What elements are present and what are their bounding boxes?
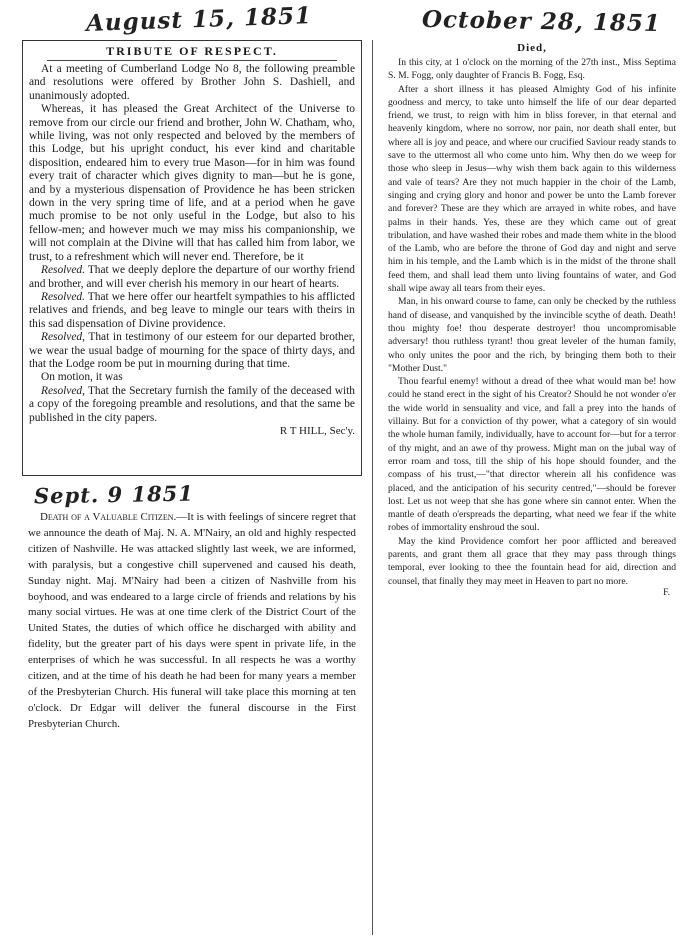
- death-notice-lead: Death of a Valuable Citizen.: [40, 511, 177, 523]
- tribute-resolution-2: [29, 291, 355, 331]
- obituary-paragraph-1: In this city, at 1 o'clock on the morning of the 27th inst., Miss Septima S. M. Fogg, only daughter of Francis B. Fogg, Esq.: [388, 57, 676, 82]
- resolution-text: That we deeply deplore the departure of our worthy friend and brother, and will ever cherish his memory in our heart of hearts.: [29, 264, 355, 290]
- tribute-whereas: Whereas, it has pleased the Great Architect of the Universe to remove from our circle our friend and brother, John W. Chatham, who, while living, was not only respected and beloved by the members of this Lodge, but his upright conduct, his ever kind and charitable disposition, endeared him to every true Mason—for in him was found every trait of character which gives dignity to man—but he is gone, and by a mysterious dispensation of Providence he has been stricken down in the very spring time of life, and at a period when he gave much promise to be not only useful in the Lodge, but also to his fellow-men; and however much we may miss his companionship, we will not complain at the Divine will that has called him from labor, we trust, to a refreshment which will never end. Therefore, be it: [29, 103, 355, 263]
- obituary-clipping: [384, 42, 680, 937]
- handwritten-date-october: October 28, 1851: [421, 5, 662, 38]
- tribute-resolution-1: [29, 264, 355, 291]
- tribute-signature: R T HILL, Sec'y.: [279, 424, 355, 437]
- obituary-paragraph-4: Thou fearful enemy! without a dread of thee what would man be! how could he stand erect in the sight of his Creator? Should he not wonder o'er the wide world in sensuality and vice, and fall a prey into the hands of villainy. But for a conviction of thy power, what a category of sin would the whole human family, individually, have to account for—but for a terror of thy might, and an awe of thy prowess. Might man on the jubal way of error roam and toss, till the ship of his hope should founder, and the compass of his trust,—"that director wherein all his confidence was placed, and the anticipation of his security centred,"—should be forever lost. Let us not weep that she has gone where sin cannot enter. When the mantle of death o'erspreads the departing, what need we fear if the white robes of immortality enshroud the soul.: [388, 376, 676, 534]
- heading-rule: [47, 60, 337, 61]
- tribute-resolution-4: [29, 385, 355, 425]
- tribute-resolution-3: [29, 331, 355, 371]
- column-divider: [372, 40, 373, 935]
- death-notice-clipping: [22, 510, 362, 930]
- obituary-paragraph-5: May the kind Providence comfort her poor afflicted and bereaved parents, and grant them all grace that they may pass through things temporal, ever looking to thee the fountain head for aid, direction and counsel, that finally they may meet in Heaven to part no more.: [388, 535, 676, 587]
- handwritten-date-september: Sept. 9 1851: [33, 480, 195, 509]
- resolution-lead: Resolved,: [41, 331, 85, 344]
- obituary-heading: Died,: [517, 42, 547, 54]
- death-notice-text: [28, 510, 356, 733]
- handwritten-date-august: August 15, 1851: [85, 2, 313, 37]
- tribute-heading: TRIBUTE OF RESPECT.: [106, 44, 278, 58]
- tribute-motion: On motion, it was: [41, 371, 123, 384]
- resolution-lead: Resolved.: [41, 264, 85, 277]
- obituary-paragraph-2: After a short illness it has pleased Almighty God of his infinite goodness and mercy, to take unto himself the life of our dear departed friend, we trust, to reign with him in bliss forever, in that eternal and heavenly kingdom, where no sorrow, nor pain, nor death shall enter, but where all is joy and peace, and where our crucified Saviour ready stands to save to the uttermost all who come unto him. Why then do we weep for those who sleep in Jesus—why wish them back again to this wilderness and vale of tears? Are they not much happier in the choir of the Lamb, singing and crying glory and honor and power be unto the Lamb forever and forever? These are they which are arrayed in white robes, and have palms in their hands. Yes, these are they which came out of great tribulation, and have washed their robes and made them white in the blood of the Lamb, who are before the throne of God day and night and serve him in his temple, and the Lamb which is in the midst of the throne shall feed them, and shall lead them unto living fountains of water, and God shall wipe away all tears from their eyes.: [388, 83, 676, 295]
- resolution-text: That in testimony of our esteem for our departed brother, we wear the usual badge of mourning for the space of thirty days, and that the Lodge room be put in mourning during that time.: [29, 331, 355, 370]
- tribute-intro: At a meeting of Cumberland Lodge No 8, the following preamble and resolutions were offered by Brother John S. Dashiell, and unanimously adopted.: [29, 63, 355, 102]
- resolution-text: That we here offer our heartfelt sympathies to his afflicted relatives and friends, and beg leave to mingle our tears with theirs in this sad dispensation of Divine providence.: [29, 290, 355, 330]
- tribute-clipping: [22, 40, 362, 476]
- resolution-lead: Resolved.: [41, 290, 85, 303]
- resolution-lead: Resolved,: [41, 384, 85, 397]
- obituary-signature: F.: [663, 587, 670, 598]
- death-notice-body: —It is with feelings of sincere regret that we announce the death of Maj. N. A. M'Nairy, an old and highly respected citizen of Nashville. He was attacked slightly last week, we are informed, with paralysis, but a congestive chill supervened and caused his death, Sunday night. Maj. M'Nairy had been a citizen of Nashville from his boyhood, and was endeared to a large circle of friends and relations by his many social virtues. He was at one time clerk of the District Court of the United States, the duties of which office he discharged with ability and fidelity, but the greater part of his days were spent in private life, in the enterprises of which he was successful. In all respects he was a worthy citizen, and at the time of his death he had been for many years a member of the Presbyterian Church. His funeral will take place this morning at ten o'clock. Dr Edgar will deliver the funeral discourse in the First Presbyterian Church.: [28, 511, 357, 730]
- resolution-text: That the Secretary furnish the family of the deceased with a copy of the foregoing preamble and resolutions, and that the same be published in the city papers.: [29, 384, 355, 424]
- obituary-paragraph-3: Man, in his onward course to fame, can only be checked by the ruthless hand of disease, and vanquished by the invincible scythe of death. Death! thou mighty foe! thou desperate destroyer! thou uncompromisable adversary! thou ruthless tyrant! thou great leveler of the human family, who only unites the poor and the rich, by bringing them both to their "Mother Dust.": [388, 296, 676, 374]
